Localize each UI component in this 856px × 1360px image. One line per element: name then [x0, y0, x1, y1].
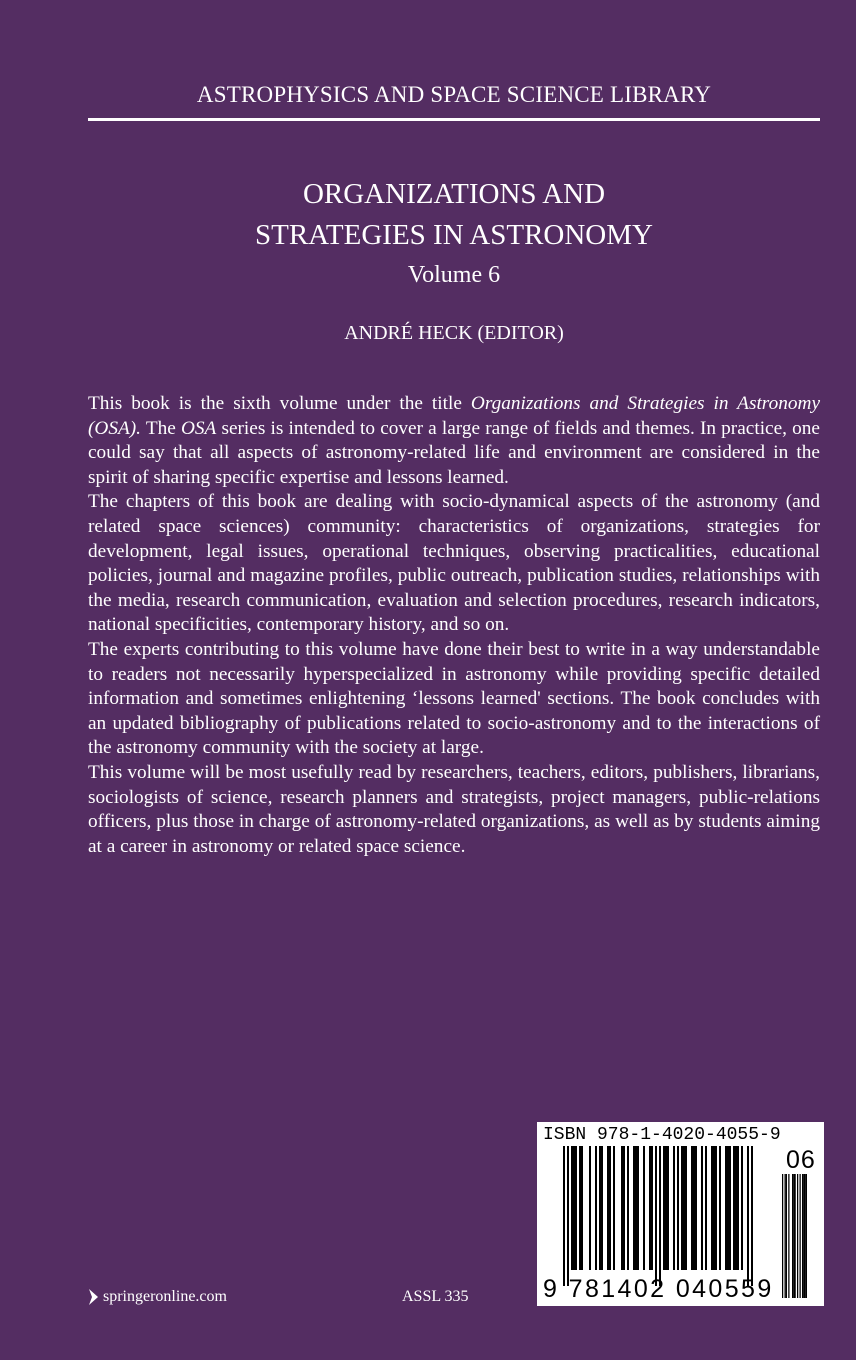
barcode-bar [599, 1146, 601, 1270]
addon-bar [806, 1174, 807, 1298]
barcode-bar [571, 1146, 573, 1270]
addon-bar [803, 1174, 804, 1298]
barcode-bar [713, 1146, 715, 1270]
publisher-link[interactable] [88, 1288, 227, 1306]
barcode-bar [665, 1146, 667, 1270]
barcode-bar [729, 1146, 731, 1270]
addon-bar [795, 1174, 796, 1298]
barcode-bar [607, 1146, 609, 1270]
barcode-bar [595, 1146, 597, 1270]
ean-digits: 9 781402 040559 [543, 1275, 774, 1303]
book-title [88, 174, 820, 256]
description-paragraph-3: The experts contributing to this volume have done their best to write in a way understandable to readers not necessarily hyperspecialized in astronomy while providing specific detailed information and sometimes enlightening ‘lessons learned' sections. The book concludes with an updated bibliography of publications related to socio-astronomy and to the interactions of the astronomy community with the society at large. [88, 638, 820, 759]
addon-bar [793, 1174, 794, 1298]
addon-bar [792, 1174, 793, 1298]
barcode-bar [601, 1146, 603, 1270]
barcode-bar [635, 1146, 637, 1270]
barcode-bar [563, 1146, 565, 1286]
publisher-url: springeronline.com [103, 1288, 227, 1305]
barcode-bar [663, 1146, 665, 1270]
barcode-bar [747, 1146, 749, 1286]
addon-bar [802, 1174, 803, 1298]
addon-bar [797, 1174, 798, 1298]
barcode-bar [609, 1146, 611, 1270]
barcode-bar [725, 1146, 727, 1270]
barcode-bar [751, 1146, 753, 1286]
barcode-bar [621, 1146, 623, 1270]
barcode-bar [649, 1146, 651, 1270]
barcode-bar [705, 1146, 707, 1270]
barcode-bar [633, 1146, 635, 1270]
series-rule [88, 118, 820, 121]
addon-bar [800, 1174, 801, 1298]
barcode-bar [719, 1146, 721, 1270]
barcode-bar [735, 1146, 737, 1270]
barcode-bar [711, 1146, 713, 1270]
description-paragraph-1: This book is the sixth volume under the title Organizations and Strategies in Astronomy (OSA). The OSA series is intended to cover a large range of fields and themes. In practice, one could say that all aspects of astronomy-related life and environment are considered in the spirit of sharing specific expertise and lessons learned. [88, 393, 820, 488]
barcode-bar [579, 1146, 581, 1270]
barcode-bar [659, 1146, 661, 1286]
barcode-bar [677, 1146, 679, 1270]
barcode-bar [589, 1146, 591, 1270]
assl-number: ASSL 335 [402, 1288, 469, 1305]
addon-bar [786, 1174, 787, 1298]
barcode-bar [567, 1146, 569, 1286]
barcode-bar [733, 1146, 735, 1270]
addon-bar [805, 1174, 806, 1298]
barcode-bar [715, 1146, 717, 1270]
barcode-bar [737, 1146, 739, 1270]
barcode-bar [741, 1146, 743, 1270]
barcode-bar [695, 1146, 697, 1270]
barcode-bar [637, 1146, 639, 1270]
volume-number: Volume 6 [407, 262, 501, 288]
barcode-bar [673, 1146, 675, 1270]
barcode-bar [683, 1146, 685, 1270]
barcode-bar [573, 1146, 575, 1270]
barcode-bar [691, 1146, 693, 1270]
addon-bar [788, 1174, 789, 1298]
barcode-bar [727, 1146, 729, 1270]
barcode-bar [693, 1146, 695, 1270]
barcode-bar [655, 1146, 657, 1286]
book-description [88, 392, 820, 859]
series-name: ASTROPHYSICS AND SPACE SCIENCE LIBRARY [196, 82, 712, 107]
chevron-right-icon [88, 1288, 100, 1306]
isbn-label: ISBN 978-1-4020-4055-9 [543, 1125, 781, 1145]
barcode-bar [575, 1146, 577, 1270]
addon-bar [785, 1174, 786, 1298]
addon-bar [782, 1174, 783, 1298]
barcode-bar [685, 1146, 687, 1270]
book-title-line2: STRATEGIES IN ASTRONOMY [255, 219, 653, 251]
barcode-bar [667, 1146, 669, 1270]
description-paragraph-2: The chapters of this book are dealing with socio-dynamical aspects of the astronomy (and related space sciences) community: characteristics of organizations, strategies for development, legal issues, operational techniques, observing practicalities, educational policies, journal and magazine profiles, public outreach, publication studies, relationships with the media, research communication, evaluation and selection procedures, research indicators, national specificities, contemporary history, and so on. [88, 491, 820, 636]
barcode-bar [613, 1146, 615, 1270]
barcode-bar [643, 1146, 645, 1270]
editor-name: ANDRÉ HECK (EDITOR) [344, 322, 564, 344]
description-paragraph-4: This volume will be most usefully read by researchers, teachers, editors, publishers, librarians, sociologists of science, research planners and strategists, project managers, public-relations officers, plus those in charge of astronomy-related organizations, as well as by students aiming at a career in astronomy or related space science. [88, 761, 820, 857]
barcode-bar [651, 1146, 653, 1270]
barcode-bar [581, 1146, 583, 1270]
addon-digits: 06 [786, 1146, 816, 1174]
barcode-bar [681, 1146, 683, 1270]
barcode-bar [701, 1146, 703, 1270]
barcode-bar [623, 1146, 625, 1270]
book-title-line1: ORGANIZATIONS AND [302, 178, 606, 210]
isbn-barcode [537, 1122, 824, 1306]
barcode-bar [627, 1146, 629, 1270]
